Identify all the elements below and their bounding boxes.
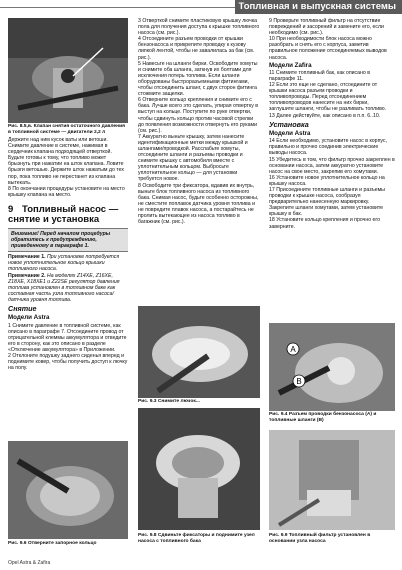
label-b: B: [296, 377, 302, 386]
photo-pump-unit: [138, 408, 260, 530]
photo-wiring-connector: [269, 323, 395, 411]
header-title: Топливная и выпускная системы: [238, 1, 396, 12]
caption-fig-9-4: Рис. 9.4 Разъем проводки бензонасоса (А) и топливные шланги (В): [269, 412, 377, 423]
subheading-zafira: Модели Zafira: [269, 61, 312, 69]
photo-locking-ring: [8, 441, 128, 539]
caption-fig-9-8: Рис. 9.8 Сдвиньте фиксаторы и поднимите узел насоса с топливного бака: [138, 533, 255, 544]
paragraph: Держите над ним кусок ваты или ветоши. Снимите давление в системе, нажимая в сердечник клапана подходящей отверткой. Будьте готовы к тому, что топливо может брызнуть при нажатии на шток клапана. Ловите брызги ветошью. Держите шток нажатым до тех пор, пока топливо не перестанет из клапана вытекать.: [8, 137, 124, 186]
photo-access-cover: [138, 306, 260, 398]
page-footer: Opel Astra & Zafira: [8, 560, 51, 566]
subheading-astra: Модели Astra: [269, 130, 311, 138]
caption-fig-8-5: Рис. 8.5,в. Клапан снятия остаточного давления в топливной системе — двигатели 2,2 л: [8, 124, 125, 135]
section-heading: 9 Топливный насос — снятие и установка: [8, 203, 119, 226]
photo-fuel-valve: [8, 18, 128, 123]
header-page-number: 4A•11: [370, 15, 396, 26]
label-a: A: [290, 345, 296, 354]
column-2: 3 Отверткой снимите пластиковую крышку лючка пола для получения доступа к крышке топливного насоса (см. рис.). 4 Отсоедините разъем проводки от крышки бензонасоса и прикрепите проводку к кузову липкой лентой, чтобы не завалилась за бак (см. рис.). 5 Навесьте на шланги бирки. Освободите хомуты и снимите оба шланга, заткнув их болтами для исключения потерь топлива. Если шланги оборудованы быстроразъемными фитингами, чтобы отсоединить шланг, с двух сторон фитинга стожмите защелки. 6 Отверните кольцо крепления и снимите его с бака. Лучше всего это сделать, упирая отвертку в выступ на кольце. Поступите по руке отвертки, чтобы сдвинуть кольцо против часовой стрелки до появления возможности отвернуть его руками (см. рис.). 7 Аккуратно выньте крышку, затем нанесите идентификационные метки между крышкой и шлангами/проводкой. Расслабьте хомуты, отсоедините шланги и разъемы проводки и снимите крышку с автомобиля вместе с уплотнительным кольцом. Выбросьте уплотнительное кольцо — для установки требуется новое. 8 Освободите три фиксатора, вдавив их внутрь, выньте блок топливного насоса из топливного бака. Снимая насос, будьте особенно осторожны, не сместите поплавок датчика уровня топлива и не повредите плавок насоса, а постарайтесь не пролить вытекающее из насоса топливо в багажник (см. рис.).: [138, 18, 260, 226]
subheading-installation: Установка: [269, 119, 309, 129]
caption-fig-9-6: Рис. 9.6 Отверните запорное кольцо: [8, 541, 97, 546]
caption-fig-9-3: Рис. 9.3 Снимите лючок...: [138, 399, 200, 404]
photo-fuel-filter: [269, 430, 395, 530]
caption-fig-9-9: Рис. 9.9 Топливный фильтр установлен в основании узла насоса: [269, 533, 371, 544]
header-tab: [235, 0, 402, 26]
column-1: Держите над ним кусок ваты или ветоши. Снимите давление в системе, нажимая в сердечник клапана подходящей отверткой. Будьте готовы к тому, что топливо может брызнуть при нажатии на шток клапана. Ловите брызги ветошью. Держите шток нажатым до тех пор, пока топливо не перестанет из клапана вытекать. 8 По окончании процедуры установите на место крышку клапана на место. 9 Топливный насос — снятие и установка Внимание! Перед началом процедуры обратитесь к предупреждению, приведенному в параграфе 1. Примечание 1. При установке потребуется новое уплотнительное кольцо крышки топливного насоса. Примечание 2. На моделях Z14XE, Z16XE, Z18XE, X18XE1 и Z22SE регулятор давления топлива установлен в топливном баке как составная часть узла топливного насоса/датчика уровня топлива. Снятие Модели Astra 1 Снимите давление в топливной системе, как описано в параграфе 7. Отсоедините провод от отрицательной клеммы аккумулятора и отведите его в сторону, как это описано в разделе «Отключение аккумулятора» в Приложении. 2 Отклоните подушку заднего сиденья вперед и поднимите ковер, чтобы получить доступ к лючку на полу.: [8, 137, 128, 372]
subheading-astra: Модели Astra: [8, 314, 50, 322]
subheading-removal: Снятие: [8, 303, 37, 313]
paragraph: 8 По окончании процедуры установите на место крышку клапана на место.: [8, 185, 125, 198]
column-3: 9 Проверьте топливный фильтр на отсутствие повреждений и засорений и замените его, если необходимо (см. рис.). 10 При необходимости блок насоса можно разобрать и снять его с корпуса, заметив правильное положение отсоединяемых выводов насоса. Модели Zafira 11 Снимите топливный бак, как описано в параграфе 11. 12 Если это еще не сделано, отсоедините от крышки насоса разъем проводки и топливопроводы. Перед отсоединением топливопроводов нанесите на них бирки, заглушите шланги, чтобы не разливать топливо. 13 Далее действуйте, как описано в п.п. 6..10. Установка Модели Astra 14 Если необходимо, установите насос в корпус, правильно и прочно соединив электрические выводы насоса. 15 Убедитесь в том, что фильтр прочно закреплен в основании насоса, затем аккуратно установите насос на свое место, закрепив его хомутами. 16 Установите новое уплотнительное кольцо на крышку насоса. 17 Присоедините топливные шланги и разъемы проводки к крышке насоса, сообразуя предварительно нанесенную маркировку. Закрепите шланги хомутами, затем установите крышку в бак. 18 Установите кольцо крепления и прочно его заверните.: [269, 18, 395, 230]
warning-box: Внимание! Перед началом процедуры обратитесь к предупреждению, приведенному в параграфе 1.: [8, 228, 128, 252]
page-header: [0, 0, 402, 26]
